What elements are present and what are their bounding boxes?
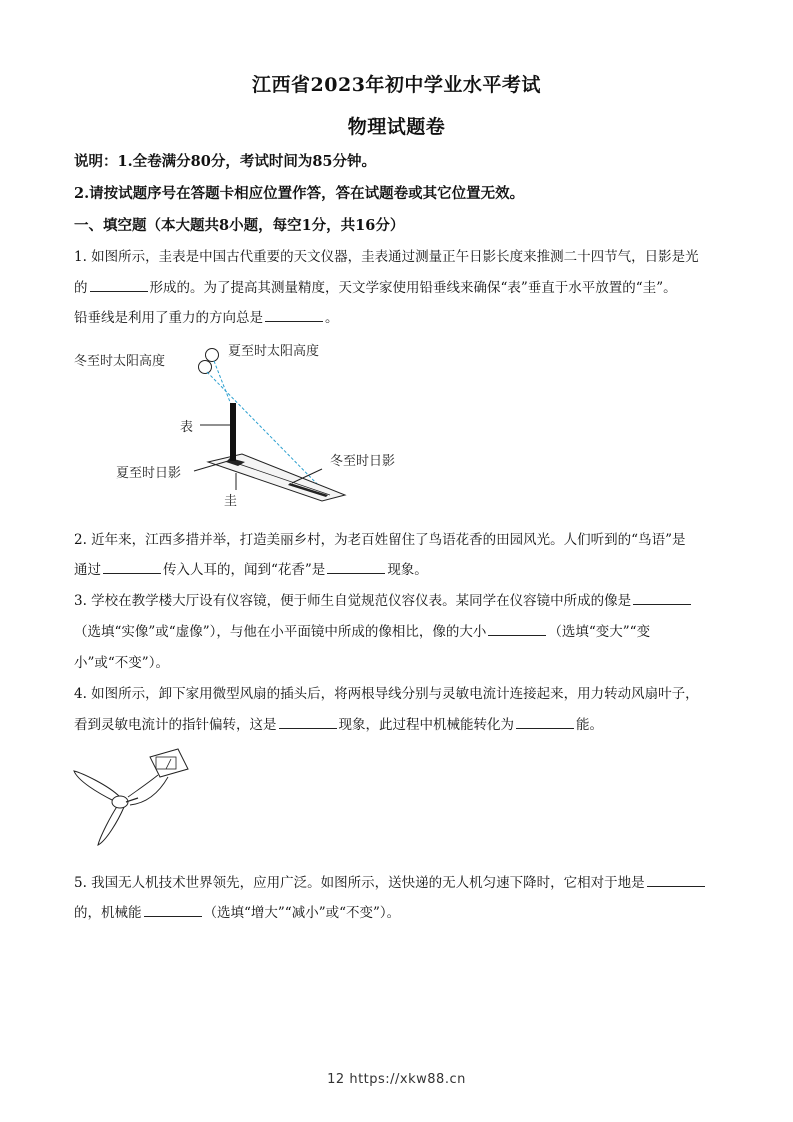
q3-blank-1[interactable] bbox=[633, 592, 691, 605]
q5-blank-1[interactable] bbox=[647, 874, 705, 887]
q3-line-1 bbox=[74, 589, 693, 609]
q1-line-1: 1. 如图所示，圭表是中国古代重要的天文仪器，圭表通过测量正午日影长度来推测二十四节气，日影是光 bbox=[74, 249, 699, 265]
summer-sun-ray bbox=[214, 361, 232, 407]
q1-text-d: 。 bbox=[325, 310, 339, 326]
q4-blank-2[interactable] bbox=[516, 716, 574, 729]
q3-blank-2[interactable] bbox=[488, 623, 546, 636]
biao-label: 表 bbox=[180, 420, 194, 435]
q5-line-2 bbox=[74, 901, 400, 921]
q2-line-2 bbox=[74, 558, 428, 578]
q5-text-a: 5. 我国无人机技术世界领先，应用广泛。如图所示，送快递的无人机匀速下降时，它相对于地是 bbox=[74, 875, 645, 891]
q5-text-c: （选填“增大”“减小”或“不变”）。 bbox=[203, 905, 401, 921]
fan-hub-icon bbox=[112, 796, 128, 808]
page-footer: 12 https://xkw88.cn bbox=[327, 1072, 466, 1087]
section-heading: 一、填空题（本大题共8小题，每空1分，共16分） bbox=[74, 217, 405, 234]
fan-blade-upper bbox=[74, 771, 120, 801]
instruction-line-2: 2.请按试题序号在答题卡相应位置作答，答在试题卷或其它位置无效。 bbox=[74, 185, 525, 202]
q5-blank-2[interactable] bbox=[144, 904, 202, 917]
q4-line-2 bbox=[74, 713, 603, 733]
q3-text-c: （选填“变大”“变 bbox=[548, 624, 651, 640]
q5-line-1 bbox=[74, 871, 707, 891]
q3-text-a: 3. 学校在教学楼大厅设有仪容镜，便于师生自觉规范仪容仪表。某同学在仪容镜中所成的像是 bbox=[74, 593, 632, 609]
summer-shadow-label: 夏至时日影 bbox=[116, 466, 182, 481]
q2-text-c: 现象。 bbox=[387, 562, 428, 578]
wire-1 bbox=[128, 775, 158, 797]
fan-galvanometer-figure bbox=[68, 745, 198, 850]
q4-text-b: 现象，此过程中机械能转化为 bbox=[338, 717, 514, 733]
q2-text-a: 通过 bbox=[74, 562, 101, 578]
q2-text-b: 传入人耳的，闻到“花香”是 bbox=[163, 562, 326, 578]
winter-sun-label: 冬至时太阳高度 bbox=[74, 354, 166, 369]
q2-line-1: 2. 近年来，江西多措并举，打造美丽乡村，为老百姓留住了鸟语花香的田园风光。人们听到的“鸟语”是 bbox=[74, 532, 686, 548]
q3-line-3: 小”或“不变”）。 bbox=[74, 655, 169, 671]
exam-subtitle: 物理试题卷 bbox=[347, 116, 446, 138]
exam-title: 江西省2023年初中学业水平考试 bbox=[252, 74, 541, 96]
q2-blank-2[interactable] bbox=[327, 561, 385, 574]
q1-line-2 bbox=[74, 276, 677, 296]
biao-pole bbox=[230, 403, 236, 461]
q3-line-2 bbox=[74, 620, 650, 640]
q1-line-3 bbox=[74, 306, 339, 326]
q5-text-b: 的，机械能 bbox=[74, 905, 142, 921]
gui-label: 圭 bbox=[224, 494, 238, 509]
q1-blank-1[interactable] bbox=[90, 279, 148, 292]
summer-sun-label: 夏至时太阳高度 bbox=[228, 344, 320, 359]
q4-line-1: 4. 如图所示，卸下家用微型风扇的插头后，将两根导线分别与灵敏电流计连接起来，用力转动风扇叶子， bbox=[74, 686, 699, 702]
summer-sun-icon bbox=[206, 349, 219, 362]
q1-blank-2[interactable] bbox=[265, 309, 323, 322]
q1-text-c: 铅垂线是利用了重力的方向总是 bbox=[74, 310, 263, 326]
winter-shadow-label: 冬至时日影 bbox=[330, 454, 396, 469]
q4-text-a: 看到灵敏电流计的指针偏转，这是 bbox=[74, 717, 277, 733]
gui-groove bbox=[236, 463, 330, 495]
q2-blank-1[interactable] bbox=[103, 561, 161, 574]
q4-blank-1[interactable] bbox=[279, 716, 337, 729]
winter-sun-icon bbox=[199, 361, 212, 374]
q3-text-b: （选填“实像”或“虚像”），与他在小平面镜中所成的像相比，像的大小 bbox=[74, 624, 487, 640]
galvanometer-dial bbox=[156, 757, 176, 769]
q1-text-a: 的 bbox=[74, 280, 88, 296]
q1-text-b: 形成的。为了提高其测量精度，天文学家使用铅垂线来确保“表”垂直于水平放置的“圭”。 bbox=[149, 280, 677, 296]
q4-text-c: 能。 bbox=[576, 717, 603, 733]
gnomon-figure bbox=[60, 335, 420, 515]
instruction-line-1: 说明：1.全卷满分80分，考试时间为85分钟。 bbox=[74, 153, 376, 170]
fan-blade-lower bbox=[98, 805, 124, 845]
